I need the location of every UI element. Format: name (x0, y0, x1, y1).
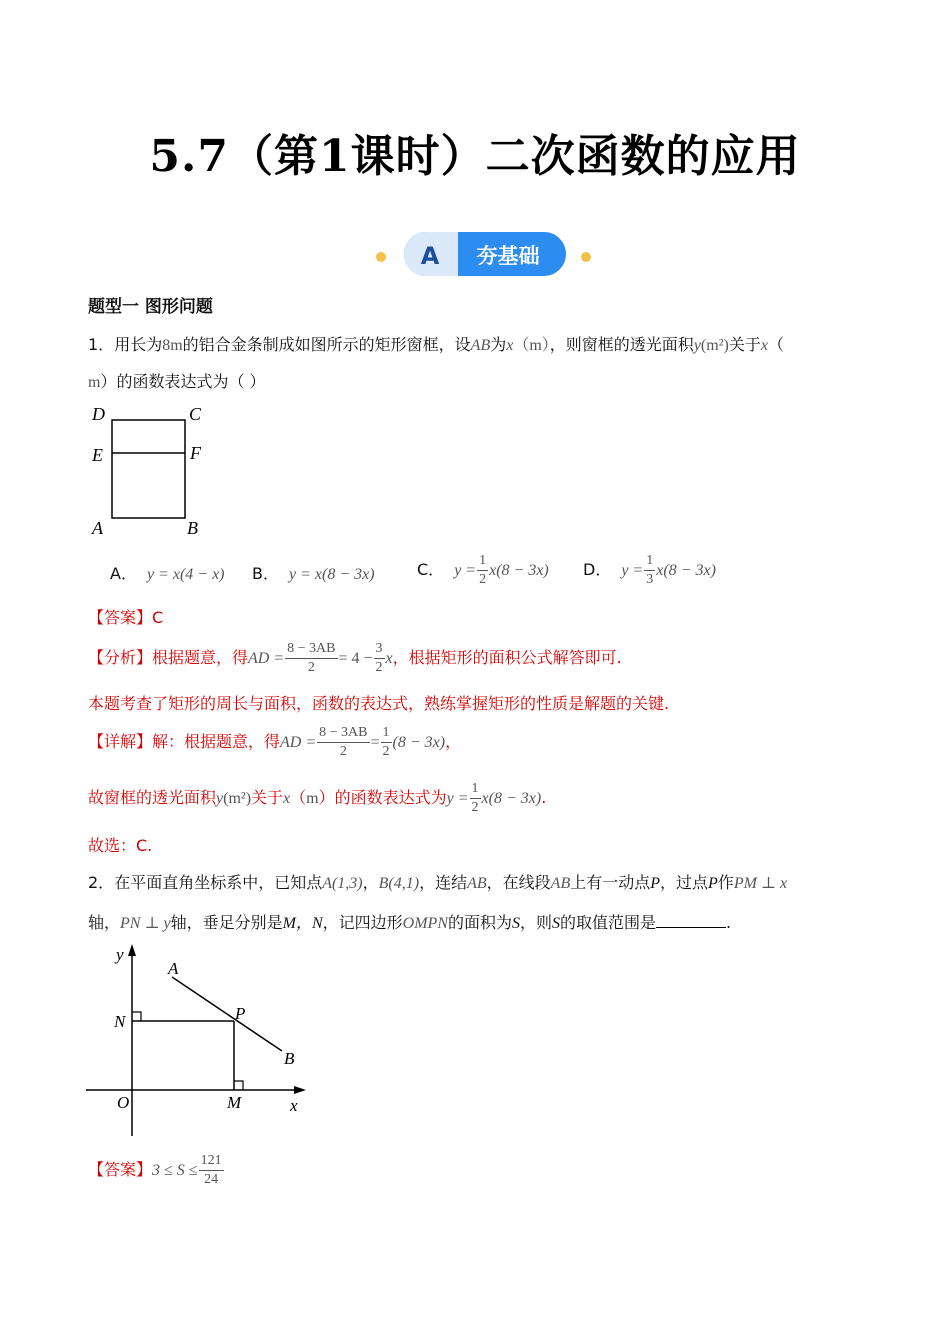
label-C: C (189, 404, 202, 424)
q1-option-c[interactable]: C． y = $\frac{1}{2}$ x(8 − 3x) (417, 553, 549, 587)
q1-choose: 故选：C. (88, 836, 153, 855)
label-F: F (190, 443, 201, 463)
q2-stem-line1: 2．在平面直角坐标系中，已知点A(1,3)，B(4,1)，连结AB，在线段AB上有一动点P，过点P作PM ⊥ x (88, 873, 788, 892)
label-N: N (114, 1012, 126, 1031)
banner-letter: A (420, 242, 440, 270)
right-angle-m (234, 1081, 243, 1090)
q1-detail: 【详解】解：根据题意，得AD = $\frac{8 - 3AB}{2}$ = $\frac{1}{2}$ (8 − 3x)， (88, 725, 462, 759)
banner-dot-right (581, 252, 591, 262)
banner-dot-left (376, 252, 386, 262)
q1-answer: 【答案】C (88, 608, 164, 627)
page-title: 5.7（第1课时）二次函数的应用 (149, 131, 801, 182)
label-P: P (235, 1004, 246, 1023)
q1-option-a[interactable]: A． y = x(4 − x) (110, 564, 225, 583)
q1-stem-line2: m）的函数表达式为（ ） (88, 372, 266, 391)
window-frame (112, 420, 185, 518)
label-D: D (92, 404, 105, 424)
q1-option-b[interactable]: B． y = x(8 − 3x) (252, 564, 375, 583)
q1-analysis: 【分析】根据题意，得AD = $\frac{8 - 3AB}{2}$ = 4 − $\frac{3}{2}$ x，根据矩形的面积公式解答即可. (88, 641, 622, 675)
banner-label: 夯基础 (476, 244, 540, 268)
label-y: y (116, 945, 124, 964)
section-banner (290, 228, 670, 280)
q2-stem-line2: 轴，PN ⊥ y轴，垂足分别是M，N，记四边形OMPN的面积为S，则S的取值范围是 . (88, 913, 732, 932)
section-heading: 题型一 图形问题 (88, 297, 213, 317)
q1-option-d[interactable]: D． y = $\frac{1}{3}$ x(8 − 3x) (583, 553, 716, 587)
x-axis-arrow (294, 1086, 306, 1094)
label-M: M (227, 1093, 242, 1112)
label-x: x (290, 1096, 298, 1115)
q1-analysis-note: 本题考查了矩形的周长与面积，函数的表达式，熟练掌握矩形的性质是解题的关键. (88, 694, 670, 713)
label-A: A (168, 959, 179, 978)
y-axis-arrow (128, 944, 136, 956)
right-angle-n (132, 1012, 141, 1021)
label-B: B (284, 1049, 295, 1068)
label-O: O (117, 1093, 130, 1112)
label-E: E (92, 445, 103, 465)
answer-blank[interactable] (656, 911, 726, 928)
label-B: B (187, 518, 198, 538)
q1-stem-line1: 1．用长为8m的铝合金条制成如图所示的矩形窗框，设AB为x（m），则窗框的透光面积y(m²)关于x（ (88, 335, 784, 354)
q2-answer: 【答案】3 ≤ S ≤ $\frac{121}{24}$ (88, 1153, 222, 1187)
q2-figure (84, 940, 314, 1140)
label-A: A (92, 518, 103, 538)
q1-detail-conclusion: 故窗框的透光面积y(m²)关于x（m）的函数表达式为y = $\frac{1}{2}$ x(8 − 3x). (88, 781, 547, 815)
q1-figure (86, 400, 216, 542)
segment-ab (172, 977, 282, 1051)
